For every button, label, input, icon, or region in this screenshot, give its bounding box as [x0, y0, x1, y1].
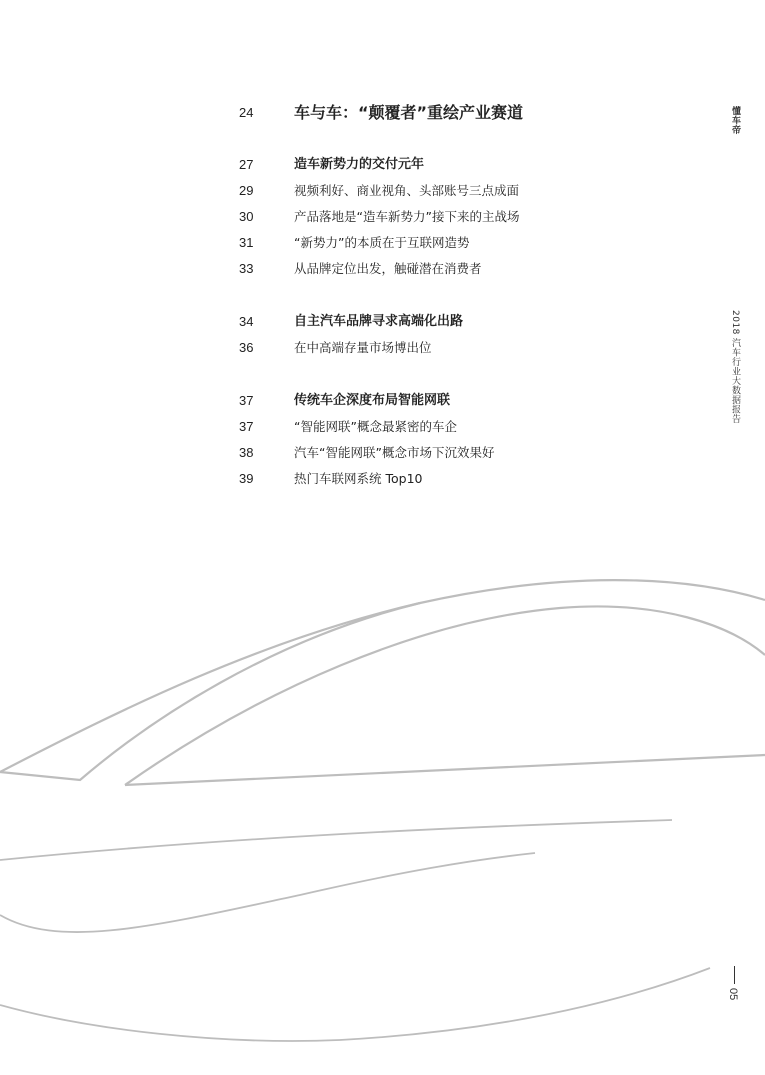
toc-title: “智能网联”概念最紧密的车企 [294, 419, 457, 434]
toc-title: 从品牌定位出发，触碰潜在消费者 [294, 261, 482, 276]
toc-entry-item[interactable] [0, 180, 640, 202]
toc-page-number: 39 [239, 471, 254, 486]
toc-page-number: 36 [239, 340, 254, 355]
page-number: 05 [727, 988, 739, 1001]
toc-title: 在中高端存量市场博出位 [294, 340, 432, 355]
toc-entry-item[interactable] [0, 258, 640, 280]
toc-page-number: 37 [239, 419, 254, 434]
toc-title: 汽车“智能网联”概念市场下沉效果好 [294, 445, 495, 460]
car-belt-line [0, 820, 672, 860]
car-door-line [125, 755, 765, 785]
toc-page-number: 33 [239, 261, 254, 276]
toc-title: 自主汽车品牌寻求高端化出路 [294, 314, 464, 329]
toc-page-number: 31 [239, 235, 254, 250]
brand-label: 懂车帝 [730, 106, 740, 135]
toc-page-number: 38 [239, 445, 254, 460]
toc-page-number: 37 [239, 393, 254, 408]
page-number-dash [734, 966, 735, 984]
toc-page-number: 24 [239, 105, 254, 120]
toc-title: 视频利好、商业视角、头部账号三点成面 [294, 183, 520, 198]
toc-title: 传统车企深度布局智能网联 [294, 393, 451, 408]
toc-entry-item[interactable] [0, 232, 640, 254]
toc-entry-item[interactable] [0, 442, 640, 464]
car-roof-inner-line [125, 606, 765, 785]
car-body-line [0, 853, 535, 932]
toc-page-number: 30 [239, 209, 254, 224]
toc-page-number: 29 [239, 183, 254, 198]
toc-entry-item[interactable] [0, 416, 640, 438]
toc-page-number: 27 [239, 157, 254, 172]
toc-title: 车与车：“颠覆者”重绘产业赛道 [294, 103, 524, 122]
car-windshield-line [0, 603, 420, 780]
report-title-vertical: 2018 汽车行业大数据报告 [730, 310, 740, 424]
toc-page-number: 34 [239, 314, 254, 329]
toc-title: 热门车联网系统 Top10 [294, 471, 423, 486]
car-bottom-line [0, 968, 710, 1041]
toc-entry-item[interactable] [0, 468, 640, 490]
toc-entry-item[interactable] [0, 337, 640, 359]
toc-title: 产品落地是“造车新势力”接下来的主战场 [294, 209, 520, 224]
toc-title: 造车新势力的交付元年 [294, 157, 425, 172]
toc-entry-section[interactable] [0, 311, 640, 333]
toc-entry-section[interactable] [0, 154, 640, 176]
toc-title: “新势力”的本质在于互联网造势 [294, 235, 470, 250]
toc-entry-item[interactable] [0, 206, 640, 228]
toc-entry-main[interactable] [0, 102, 640, 124]
toc-entry-section[interactable] [0, 390, 640, 412]
